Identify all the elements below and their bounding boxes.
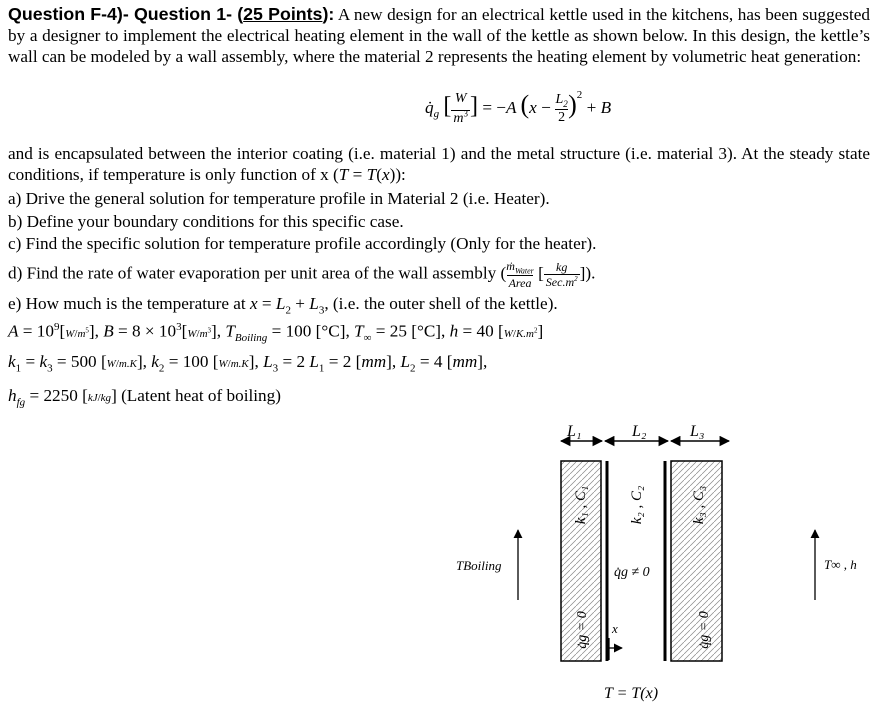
generation-nonzero-label: q̇g ≠ 0 [614, 565, 650, 580]
dim-label-l2: L₂ [632, 423, 647, 440]
layer-3-props: k₃ , C₃ [691, 485, 707, 525]
x-axis-label: x [612, 621, 618, 636]
layer-2-props: k₂ , C₂ [629, 485, 645, 525]
dim-label-l3: L₃ [690, 423, 705, 440]
given-line-2: $k_1 = k_3 = 500$ [W/m.K], $k_2 = 100$ [W/m.K], $L_3 = 2$ $L_1 = 2$ [mm], $L_2 = 4$ [mm], [8, 352, 488, 375]
part-e: e) How much is the temperature at $x = L_2 + L_3$, (i.e. the outer shell of the kettle). [8, 294, 558, 317]
part-d: d) Find the rate of water evaporation per unit area of the wall assembly (ṁ$_{Water}$ Area [ kg $Sec.m^2$ ]). [8, 259, 596, 291]
part-a: a) Drive the general solution for temperature profile in Material 2 (i.e. Heater). [8, 189, 550, 208]
generation-zero-right-label: q̇g = 0 [697, 611, 712, 649]
given-line-1: $A = 10^9[W/m^5]$, $B = 8 \times 10^3[W/m^3]$, $T_{Boiling} = 100$ [°C], $T_\infty = 25$ [°C], h = 40 $[W/K.m^2]$ [8, 321, 544, 345]
points-label: 25 Points [243, 4, 323, 24]
heat-generation-equation: $q̇_g$ $[\frac{W}{m^3}] = -A$ $(x - \frac{L_2}{2})^2 + B$ [425, 89, 612, 126]
part-b: b) Define your boundary conditions for this specific case. [8, 212, 404, 231]
dim-label-l1: L₁ [567, 423, 582, 440]
generation-zero-left-label: q̇g = 0 [575, 611, 590, 649]
continuation-paragraph: and is encapsulated between the interior coating (i.e. material 1) and the metal structure (i.e. material 3). At the steady state conditions, if temperature is only function of x (T = T(x)): [8, 144, 870, 185]
intro-paragraph: Question F-4)- Question 1- (25 Points): A new design for an electrical kettle used in the kitchens, has been suggested by a designer to implement the electrical heating element in the wall of the kettle as shown below. In this design, the kettle’s wall can be modeled by a wall assembly, where the material 2 represents the heating element by volumetric heat generation: [8, 4, 870, 67]
layer-1-props: k₁ , C₁ [573, 485, 589, 525]
given-line-3: $h_{fg} = 2250$ [kJ/kg] (Latent heat of boiling) [8, 386, 281, 409]
part-c: c) Find the specific solution for temperature profile accordingly (Only for the heater). [8, 234, 597, 253]
boiling-temperature-label: TBoiling [456, 558, 502, 573]
temperature-function-label: T = T(x) [604, 685, 659, 702]
question-heading: Question F-4)- Question 1- (25 Points): [8, 4, 335, 24]
ambient-condition-label: T∞ , h [824, 557, 857, 572]
